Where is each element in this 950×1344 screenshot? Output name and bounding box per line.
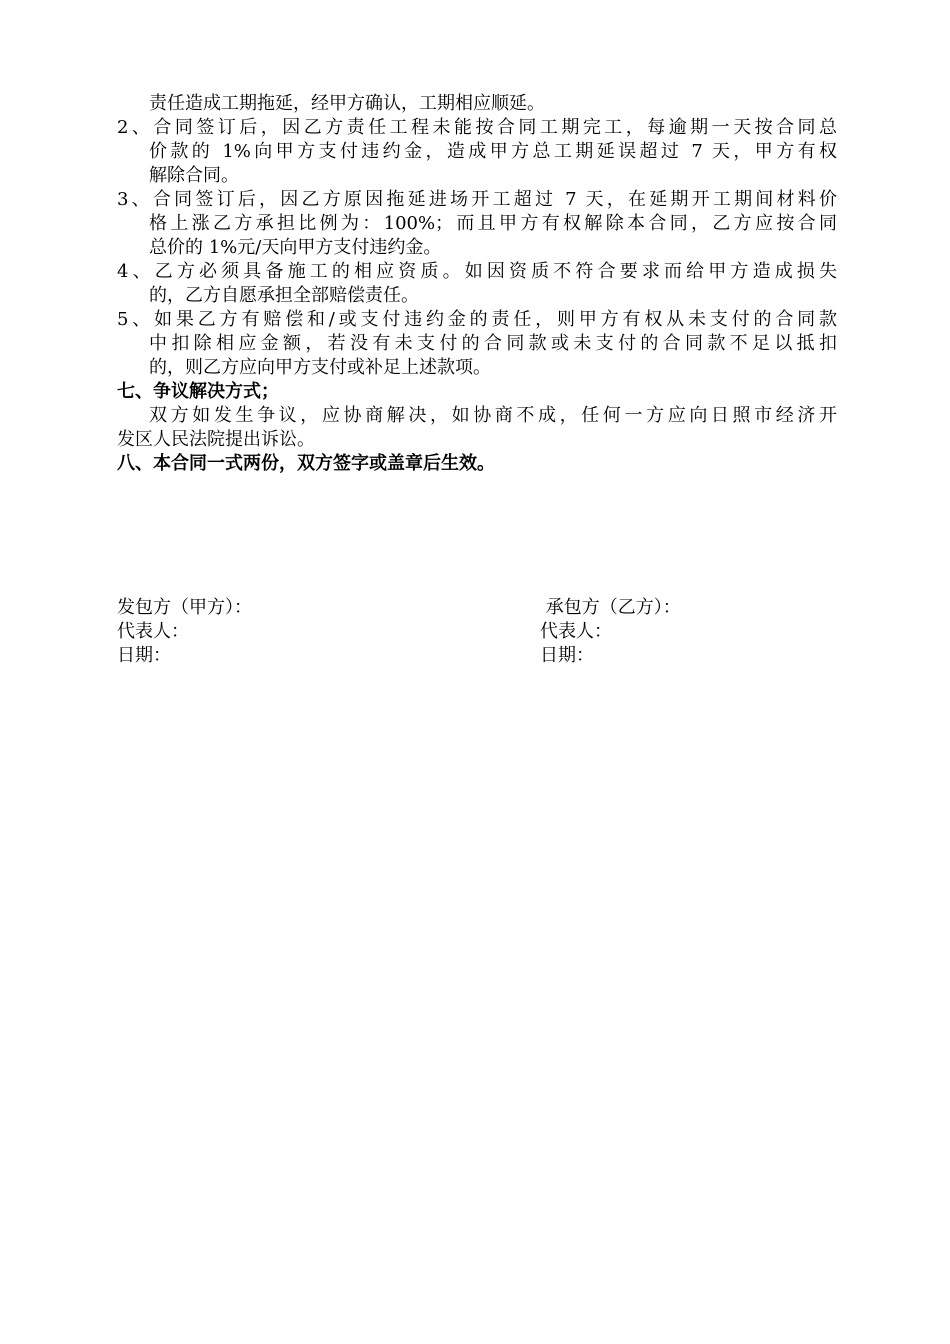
employer-representative-label: 代表人： [117, 621, 189, 642]
contract-body [117, 92, 837, 476]
clause-3 [117, 188, 837, 260]
section-7-body-line-2: 发区人民法院提出诉讼。 [117, 429, 315, 450]
signature-block-contractor [540, 596, 840, 668]
employer-date-label: 日期： [117, 645, 171, 666]
clause-5-line-1: 5、如果乙方有赔偿和/或支付违约金的责任，则甲方有权从未支付的合同款 [117, 309, 837, 330]
clause-4-line-1: 4、乙方必须具备施工的相应资质。如因资质不符合要求而给甲方造成损失 [117, 261, 837, 282]
clause-5-line-2: 中扣除相应金额，若没有未支付的合同款或未支付的合同款不足以抵扣 [149, 333, 837, 354]
contractor-representative-label: 代表人： [540, 621, 612, 642]
clause-3-line-1: 3、合同签订后，因乙方原因拖延进场开工超过 7 天，在延期开工期间材料价 [117, 189, 837, 210]
section-7-body [117, 404, 837, 452]
clause-2-line-3: 解除合同。 [149, 165, 239, 186]
section-7-body-line-1: 双方如发生争议，应协商解决，如协商不成，任何一方应向日照市经济开 [149, 405, 837, 426]
contractor-party-label: 承包方（乙方）： [540, 597, 681, 618]
clause-3-line-3: 总价的 1%元/天向甲方支付违约金。 [149, 237, 442, 258]
clause-4-line-2: 的，乙方自愿承担全部赔偿责任。 [149, 285, 419, 306]
signature-block-employer [117, 596, 497, 668]
clause-5 [117, 308, 837, 380]
contractor-date-label: 日期： [540, 645, 594, 666]
clause-2-line-2: 价款的 1%向甲方支付违约金，造成甲方总工期延误超过 7 天，甲方有权 [149, 141, 837, 162]
section-7-heading: 七、争议解决方式； [117, 381, 279, 402]
clause-1-continuation: 责任造成工期拖延，经甲方确认，工期相应顺延。 [149, 93, 545, 114]
clause-2-line-1: 2、合同签订后，因乙方责任工程未能按合同工期完工，每逾期一天按合同总 [117, 117, 837, 138]
employer-party-label: 发包方（甲方）： [117, 597, 252, 618]
clause-3-line-2: 格上涨乙方承担比例为：100%；而且甲方有权解除本合同，乙方应按合同 [149, 213, 837, 234]
section-8-heading: 八、本合同一式两份，双方签字或盖章后生效。 [117, 453, 495, 474]
clause-4 [117, 260, 837, 308]
clause-5-line-3: 的，则乙方应向甲方支付或补足上述款项。 [149, 357, 491, 378]
clause-2 [117, 116, 837, 188]
